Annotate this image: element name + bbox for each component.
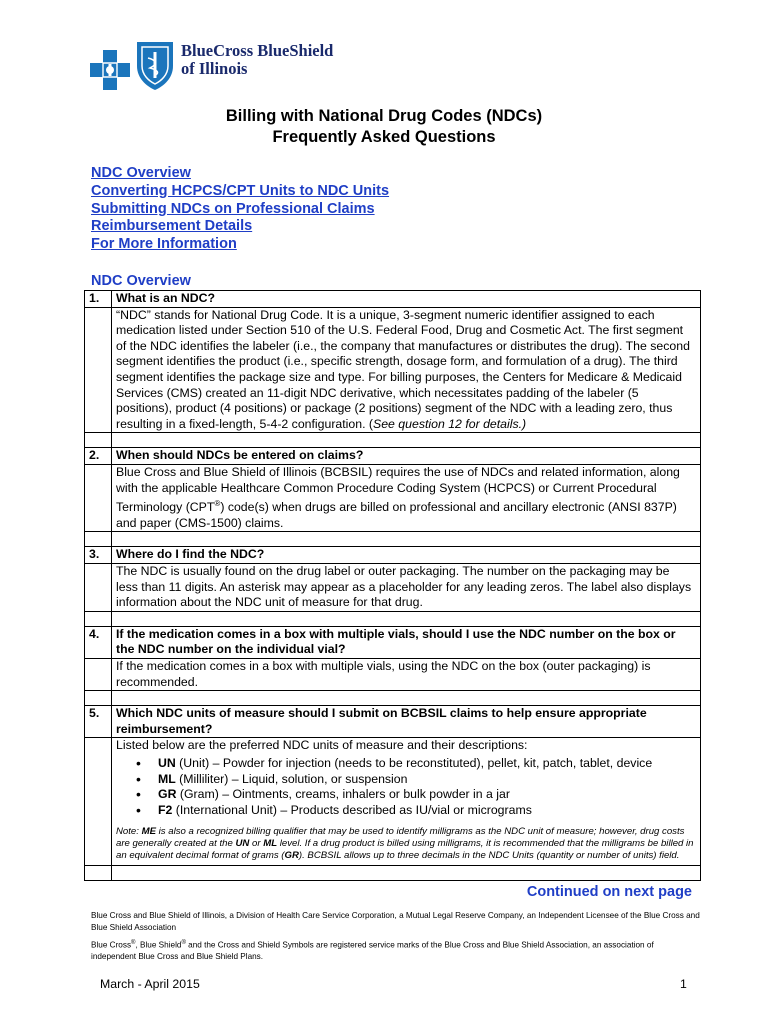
answer-text: If the medication comes in a box with multiple vials, using the NDC on the box (outer packaging) is recommended. bbox=[112, 658, 701, 690]
bcbsil-logo bbox=[90, 38, 390, 94]
faq-table bbox=[84, 290, 701, 881]
footer-date: March - April 2015 bbox=[100, 977, 200, 991]
spacer-row bbox=[85, 611, 701, 626]
faq-question-row bbox=[85, 448, 701, 465]
list-item: • UN (Unit) – Powder for injection (needs to be reconstituted), pellet, kit, patch, tablet, device bbox=[136, 756, 694, 772]
toc-link-ndc-overview[interactable]: NDC Overview bbox=[91, 165, 191, 181]
answer-text: “NDC” stands for National Drug Code. It is a unique, 3-segment numeric identifier assigned to each medication listed under Section 510 of the U.S. Federal Food, Drug and Cosmetic Act. The first segment of the NDC identifies the labeler (i.e., the company that manufactures or distributes the drug). The second segment identifies the product (i.e., specific strength, dosage form, and formulation of a drug). The third segment identifies the package size and type. For billing purposes, the Centers for Medicare & Medicaid Services (CMS) created an 11-digit NDC derivative, which necessitates padding of the labeler (5 positions), product (4 positions) or package (2 positions) segment of the NDC with a leading zero, thus resulting in a fixed-length, 5-4-2 configuration. (See question 12 for details.) bbox=[112, 307, 701, 433]
brand-line-1: BlueCross BlueShield bbox=[181, 41, 334, 60]
continued-label: Continued on next page bbox=[526, 884, 692, 900]
faq-question-row bbox=[85, 626, 701, 658]
toc-link-submitting-ndcs[interactable]: Submitting NDCs on Professional Claims bbox=[91, 200, 375, 217]
blue-cross-icon bbox=[90, 50, 130, 90]
toc-link-reimbursement[interactable]: Reimbursement Details bbox=[91, 218, 253, 235]
question-number: 5. bbox=[85, 706, 112, 738]
spacer-row bbox=[85, 691, 701, 706]
list-item: • GR (Gram) – Ointments, creams, inhalers or bulk powder in a jar bbox=[136, 787, 694, 803]
page-title bbox=[0, 106, 768, 148]
milligrams-note: Note: ME is also a recognized billing qualifier that may be used to identify milligrams as the NDC unit of measure; however, drug costs are generally created at the UN or ML level. If a drug product is billed using milligrams, it is recommended that the milligrams be billed in an equivalent decimal format of grams (GR). BCBSIL allows up to three decimals in the NDC Units (quantity or number of units) field. bbox=[116, 826, 694, 861]
list-item: • ML (Milliliter) – Liquid, solution, or suspension bbox=[136, 772, 694, 788]
legal-text-2: Blue Cross®, Blue Shield® and the Cross and Shield Symbols are registered service marks of the Blue Cross and Blue Shield Association, an association of independent Blue Cross and Blue Shield Plans. bbox=[91, 940, 654, 962]
question-number: 4. bbox=[85, 626, 112, 658]
faq-answer-row bbox=[85, 464, 701, 531]
faq-answer-row bbox=[85, 564, 701, 612]
title-line-2: Frequently Asked Questions bbox=[272, 128, 496, 146]
question-text: If the medication comes in a box with multiple vials, should I use the NDC number on the box or the NDC number on the individual vial? bbox=[112, 626, 701, 658]
faq-answer-row bbox=[85, 307, 701, 433]
brand-line-2: of Illinois bbox=[181, 59, 248, 78]
page-number: 1 bbox=[680, 977, 687, 991]
blue-shield-icon bbox=[134, 40, 176, 92]
answer-text: Blue Cross and Blue Shield of Illinois (BCBSIL) requires the use of NDCs and related information, along with the applicable Healthcare Common Procedure Coding System (HCPCS) or Current Procedural Terminology (CPT®) code(s) when drugs are billed on professional and ancillary electronic (ANSI 837P) and paper (CMS-1500) claims. bbox=[112, 464, 701, 531]
title-line-1: Billing with National Drug Codes (NDCs) bbox=[225, 107, 543, 125]
faq-question-row bbox=[85, 547, 701, 564]
faq-answer-row bbox=[85, 658, 701, 690]
section-heading: NDC Overview bbox=[91, 273, 191, 289]
question-text: Which NDC units of measure should I submit on BCBSIL claims to help ensure appropriate reimbursement? bbox=[112, 706, 701, 738]
list-item: • F2 (International Unit) – Products described as IU/vial or micrograms bbox=[136, 803, 694, 819]
question-text: What is an NDC? bbox=[112, 291, 701, 308]
question-text: Where do I find the NDC? bbox=[112, 547, 701, 564]
brand-name bbox=[181, 42, 333, 78]
spacer-row bbox=[85, 433, 701, 448]
question-number: 3. bbox=[85, 547, 112, 564]
toc-links bbox=[91, 165, 389, 254]
toc-link-converting-units[interactable]: Converting HCPCS/CPT Units to NDC Units bbox=[91, 182, 390, 199]
question-number: 2. bbox=[85, 448, 112, 465]
question-text: When should NDCs be entered on claims? bbox=[112, 448, 701, 465]
legal-text-1: Blue Cross and Blue Shield of Illinois, a Division of Health Care Service Corporation, a Mutual Legal Reserve Company, an Independent Licensee of the Blue Cross and Blue Shield Association bbox=[91, 911, 700, 932]
faq-question-row bbox=[85, 291, 701, 308]
units-intro: Listed below are the preferred NDC units of measure and their descriptions: bbox=[116, 738, 528, 753]
answer-text bbox=[112, 738, 701, 866]
answer-text: The NDC is usually found on the drug label or outer packaging. The number on the packaging may be less than 11 digits. An asterisk may appear as a placeholder for any leading zeros. The label also displays information about the NDC unit of measure for that drug. bbox=[112, 564, 701, 612]
question-number: 1. bbox=[85, 291, 112, 308]
units-list bbox=[116, 756, 694, 818]
spacer-row bbox=[85, 532, 701, 547]
spacer-row bbox=[85, 866, 701, 881]
faq-question-row bbox=[85, 706, 701, 738]
faq-answer-row bbox=[85, 738, 701, 866]
toc-link-more-information[interactable]: For More Information bbox=[91, 236, 237, 253]
